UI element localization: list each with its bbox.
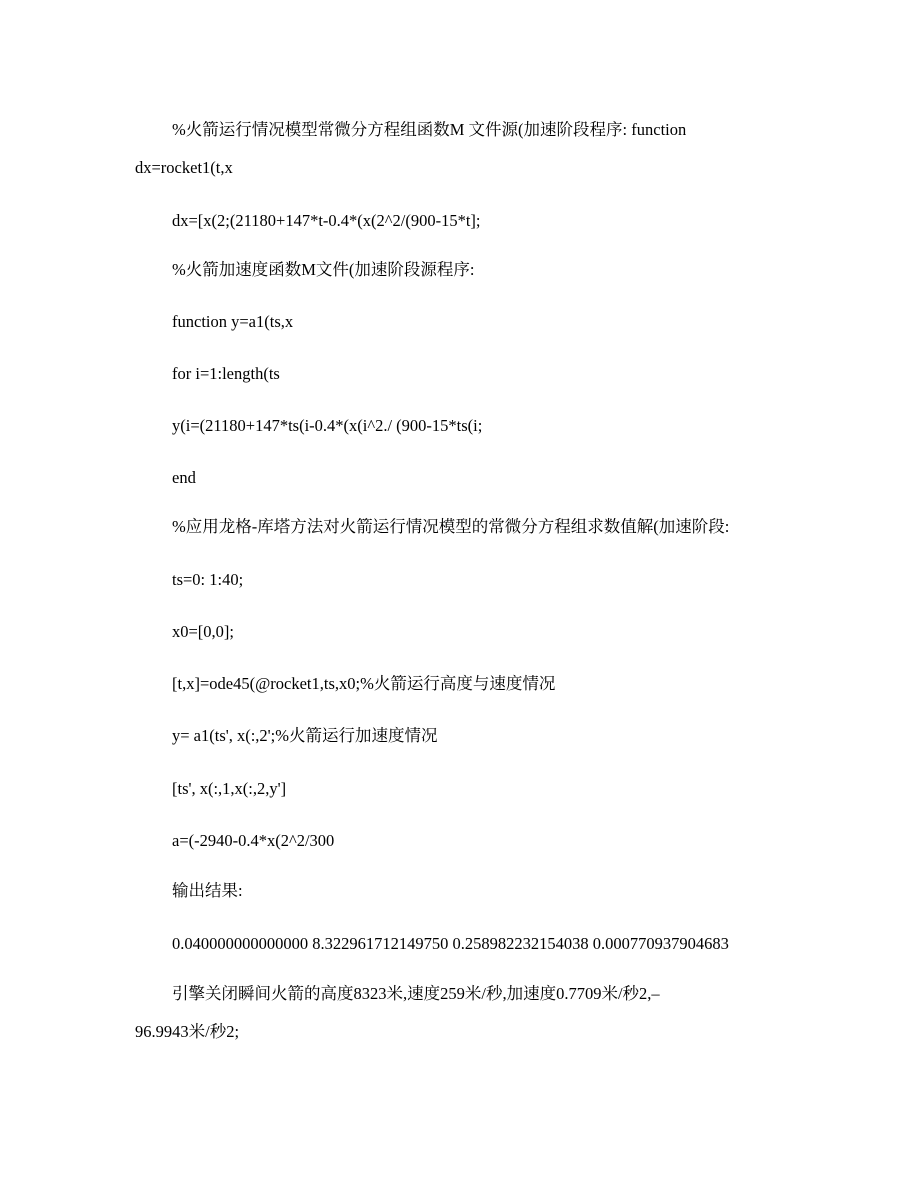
output-values: 0.040000000000000 8.322961712149750 0.258982232154038 0.000770937904683 <box>172 934 729 953</box>
code-line-end: end <box>172 468 196 487</box>
comment-model-function: %火箭运行情况模型常微分方程组函数M 文件源(加速阶段程序: function <box>172 120 687 139</box>
function-signature: dx=rocket1(t,x <box>135 158 233 177</box>
code-line-a: a=(-2940-0.4*x(2^2/300 <box>172 831 335 850</box>
comment-runge-kutta: %应用龙格-库塔方法对火箭运行情况模型的常微分方程组求数值解(加速阶段: <box>172 517 730 536</box>
code-line-for: for i=1:length(ts <box>172 364 280 383</box>
code-line-ode45: [t,x]=ode45(@rocket1,ts,x0;%火箭运行高度与速度情况 <box>172 674 556 693</box>
code-line-y-a1: y= a1(ts', x(:,2';%火箭运行加速度情况 <box>172 726 438 745</box>
comment-acceleration-function: %火箭加速度函数M文件(加速阶段源程序: <box>172 260 475 279</box>
code-line-dx: dx=[x(2;(21180+147*t-0.4*(x(2^2/(900-15*t]; <box>172 211 481 230</box>
result-summary-continued: 96.9943米/秒2; <box>135 1022 240 1041</box>
code-line-function-a1: function y=a1(ts,x <box>172 312 294 331</box>
code-line-output-matrix: [ts', x(:,1,x(:,2,y'] <box>172 779 287 798</box>
result-summary: 引擎关闭瞬间火箭的高度8323米,速度259米/秒,加速度0.7709米/秒2,– <box>172 984 660 1003</box>
code-line-y-assign: y(i=(21180+147*ts(i-0.4*(x(i^2./ (900-15*ts(i; <box>172 416 483 435</box>
code-line-x0: x0=[0,0]; <box>172 622 235 641</box>
output-heading: 输出结果: <box>172 881 243 900</box>
code-line-ts: ts=0: 1:40; <box>172 570 244 589</box>
